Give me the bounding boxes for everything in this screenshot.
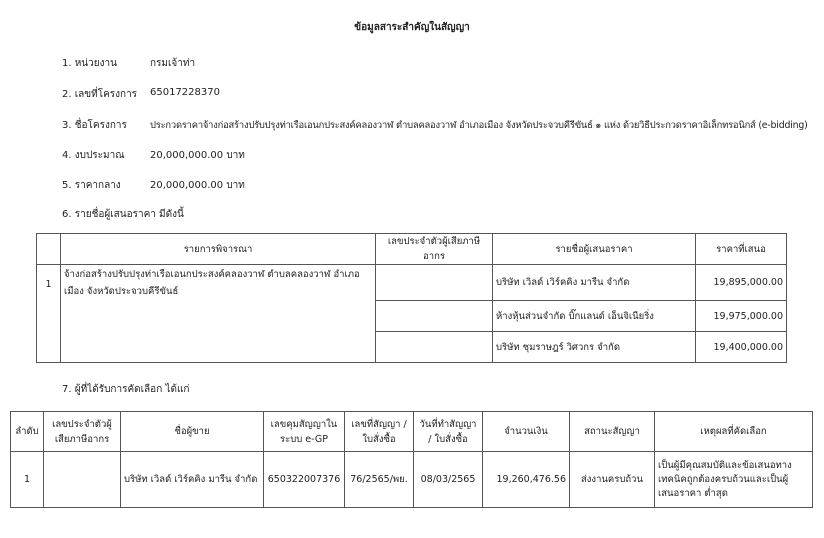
bidder-price: 19,975,000.00	[696, 301, 787, 332]
field-value: 20,000,000.00 บาท	[150, 150, 245, 161]
col-date-header: วันที่ทำสัญญา / ใบสั่งซื้อ	[414, 412, 483, 452]
bidders-table	[36, 233, 787, 363]
page-title: ข้อมูลสาระสำคัญในสัญญา	[354, 22, 470, 33]
winner-egp: 650322007376	[264, 452, 345, 508]
section-6-heading: 6. รายชื่อผู้เสนอราคา มีดังนี้	[62, 209, 184, 220]
winner-status: ส่งงานครบถ้วน	[570, 452, 655, 508]
col-status-header: สถานะสัญญา	[570, 412, 655, 452]
bidder-price: 19,400,000.00	[696, 332, 787, 363]
bidder-name: ห้างหุ้นส่วนจำกัด บิ๊กแลนด์ เอ็นจิเนียริ่ง	[493, 301, 696, 332]
bidder-taxid	[376, 265, 493, 301]
col-vendor-header: ชื่อผู้ขาย	[121, 412, 264, 452]
col-item-header: รายการพิจารณา	[61, 234, 376, 265]
winner-date: 08/03/2565	[414, 452, 483, 508]
row-number: 1	[37, 265, 61, 363]
bidder-taxid	[376, 332, 493, 363]
bidder-name: บริษัท เวิลด์ เวิร์คคิง มารีน จำกัด	[493, 265, 696, 301]
winner-contract-no: 76/2565/พย.	[345, 452, 414, 508]
field-label: 1. หน่วยงาน	[62, 58, 117, 69]
col-amount-header: จำนวนเงิน	[483, 412, 570, 452]
winner-taxid	[44, 452, 121, 508]
col-egp-header: เลขคุมสัญญาในระบบ e-GP	[264, 412, 345, 452]
bidder-taxid	[376, 301, 493, 332]
field-value: กรมเจ้าท่า	[150, 58, 196, 69]
winner-amount: 19,260,476.56	[483, 452, 570, 508]
col-contract-header: เลขที่สัญญา / ใบสั่งซื้อ	[345, 412, 414, 452]
col-taxid-header: เลขประจำตัวผู้เสียภาษีอากร	[376, 234, 493, 265]
bidder-price: 19,895,000.00	[696, 265, 787, 301]
item-description: จ้างก่อสร้างปรับปรุงท่าเรือเอนกประสงค์คลองวาฬ ตำบลคลองวาฬ อำเภอเมือง จังหวัดประจวบคีรีขันธ์	[61, 265, 376, 363]
col-taxid-header: เลขประจำตัวผู้เสียภาษีอากร	[44, 412, 121, 452]
field-label: 4. งบประมาณ	[62, 150, 125, 161]
winner-no: 1	[11, 452, 44, 508]
col-bidder-header: รายชื่อผู้เสนอราคา	[493, 234, 696, 265]
bidder-name: บริษัท ชุมราษฎร์ วิศวกร จำกัด	[493, 332, 696, 363]
field-value: ประกวดราคาจ้างก่อสร้างปรับปรุงท่าเรือเอนกประสงค์คลองวาฬ ตำบลคลองวาฬ อำเภอเมือง จังหวัดประจวบคีรีขันธ์ ๑ แห่ง ด้วยวิธีประกวดราคาอิเล็กทรอนิกส์ (e-bidding)	[150, 120, 808, 131]
col-reason-header: เหตุผลที่คัดเลือก	[655, 412, 813, 452]
col-no-header: ลำดับ	[11, 412, 44, 452]
field-label: 3. ชื่อโครงการ	[62, 120, 127, 131]
winner-vendor: บริษัท เวิลด์ เวิร์คคิง มารีน จำกัด	[121, 452, 264, 508]
field-label: 5. ราคากลาง	[62, 180, 121, 191]
field-value: 20,000,000.00 บาท	[150, 180, 245, 191]
field-label: 2. เลขที่โครงการ	[62, 89, 138, 100]
col-price-header: ราคาที่เสนอ	[696, 234, 787, 265]
field-value: 65017228370	[150, 87, 220, 98]
section-7-heading: 7. ผู้ที่ได้รับการคัดเลือก ได้แก่	[62, 384, 190, 395]
col-no-header	[37, 234, 61, 265]
winner-reason: เป็นผู้มีคุณสมบัติและข้อเสนอทางเทคนิคถูกต้องครบถ้วนและเป็นผู้เสนอราคา ต่ำสุด	[655, 452, 813, 508]
winner-table	[10, 411, 813, 508]
